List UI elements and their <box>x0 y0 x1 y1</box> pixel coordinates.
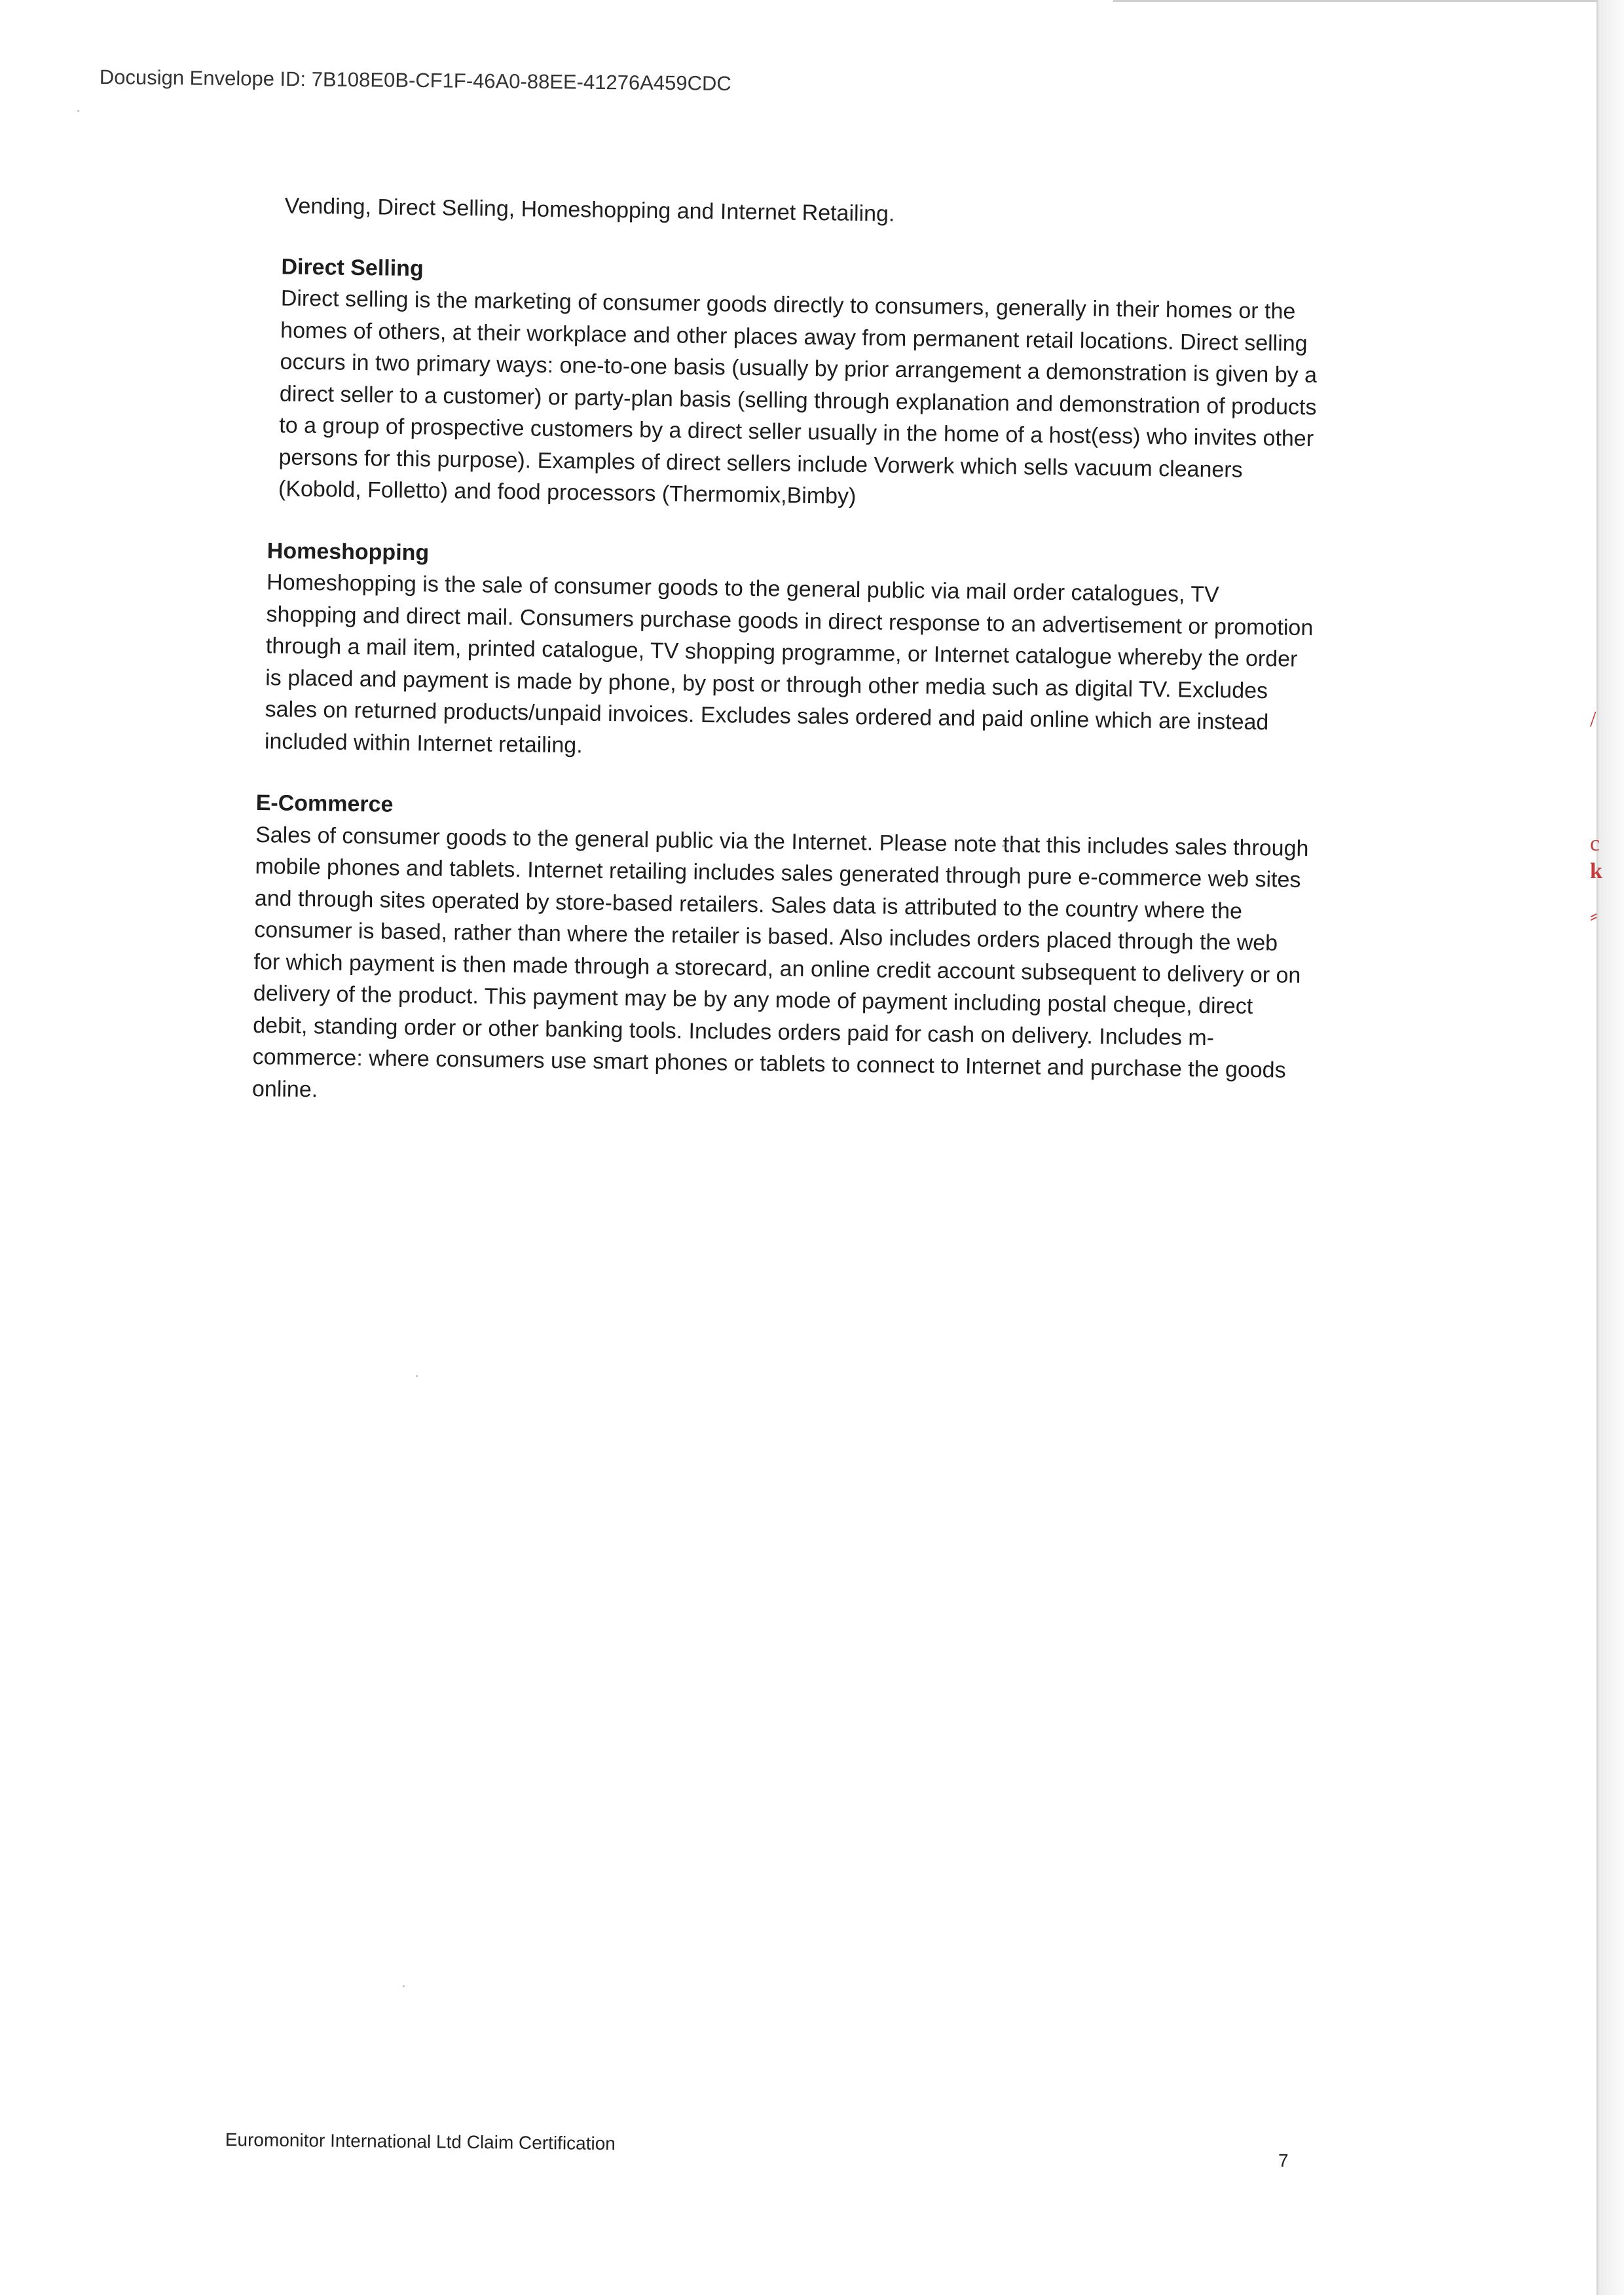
section-body: Sales of consumer goods to the general public via the Internet. Please note that this includes sales through mobile phones and tablets. Internet retailing includes sales generated through pure e-commerce web sites and through sites operated by store-based retailers. Sales data is attributed to the country where the consumer is based, rather than where the retailer is based. Also includes orders placed through the web for which payment is then made through a storecard, an online credit account subsequent to delivery or on delivery of the product. This payment may be by any mode of payment including postal cheque, direct debit, standing order or other banking tools. Includes orders paid for cash on delivery. Includes m-commerce: where consumers use smart phones or tablets to connect to Internet and purchase the goods online. <box>251 822 1309 1102</box>
section-title: Homeshopping <box>267 538 430 565</box>
scan-top-rule <box>1113 0 1624 2</box>
section-title: E-Commerce <box>255 790 394 817</box>
page-number: 7 <box>1278 2150 1289 2171</box>
section-body: Homeshopping is the sale of consumer goods to the general public via mail order catalogues, TV shopping and direct mail. Consumers purchase goods in direct response to an advertisement or promotion through a mail item, printed catalogue, TV shopping programme, or Internet catalogue whereby the order is placed and payment is made by phone, by post or through other media such as digital TV. Excludes sales on returned products/unpaid invoices. Excludes sales ordered and paid online which are instead included within Internet retailing. <box>264 570 1314 758</box>
intro-line: Vending, Direct Selling, Homeshopping and Internet Retailing. <box>284 193 895 227</box>
document-body <box>246 190 1320 1148</box>
scan-edge-shadow <box>1598 0 1624 2295</box>
scan-speck <box>416 1375 418 1377</box>
envelope-id: Docusign Envelope ID: 7B108E0B-CF1F-46A0-88EE-41276A459CDC <box>99 65 731 96</box>
section-direct-selling <box>278 251 1319 519</box>
section-homeshopping <box>265 535 1315 771</box>
section-e-commerce <box>252 787 1312 1118</box>
section-body: Direct selling is the marketing of consumer goods directly to consumers, generally in their homes or the homes of others, at their workplace and other places away from permanent retail locations. Direct selling occurs in two primary ways: one-to-one basis (usually by prior arrangement a demonstration is given by a direct seller to a customer) or party-plan basis (selling through explanation and demonstration of products to a group of prospective customers by a direct seller usually in the home of a host(ess) who invites other persons for this purpose). Examples of direct sellers include Vorwerk which sells vacuum cleaners (Kobold, Folletto) and food processors (Thermomix,Bimby) <box>278 285 1318 509</box>
stamp-fragment: / c k ⸗ <box>1590 707 1602 928</box>
footer-certification: Euromonitor International Ltd Claim Certification <box>225 2129 616 2154</box>
scan-speck <box>77 110 79 112</box>
section-title: Direct Selling <box>281 253 424 281</box>
scan-speck <box>403 1985 405 1987</box>
